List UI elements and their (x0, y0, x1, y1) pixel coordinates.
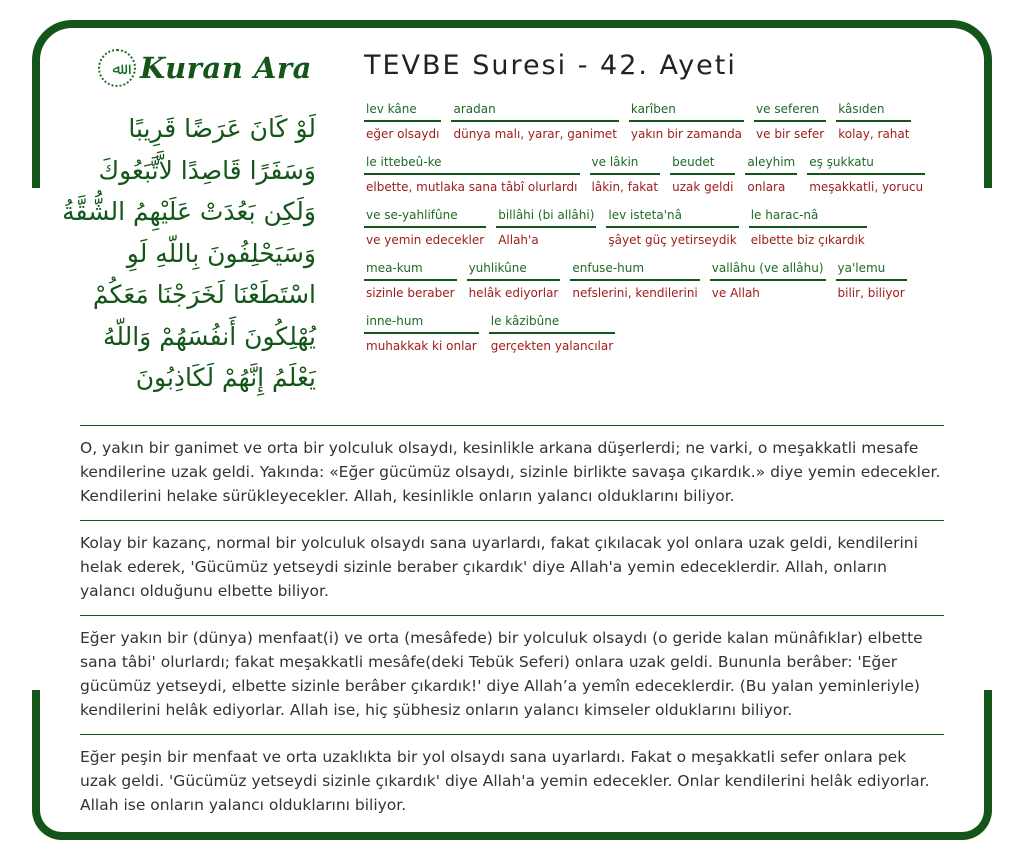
translation-paragraph: Eğer yakın bir (dünya) menfaat(i) ve orta (mesâfede) bir yolculuk olsaydı (o geride kalan münâfıklar) elbette sana tâbi' olurlardı; fakat meşakkatli mesâfe(deki Tebük Seferi) onlara uzak geldi. Bununla berâber: 'Eğer gücümüz yetseydi, elbette sizinle berâber çıkardık!' diye Allah’a yemîn edeceklerdir. (Bu yalan yeminleriyle) kendilerini helâk ediyorlar. Allah ise, hiç şübhesiz onların yalancı kimseler olduklarını biliyor. (80, 615, 944, 734)
word-transliteration: eş şukkatu (807, 155, 925, 175)
word-meaning: meşakkatli, yorucu (809, 180, 924, 194)
word-transliteration: karîben (629, 102, 744, 122)
translation-paragraph: Eğer peşin bir menfaat ve orta uzaklıkta bir yol olsaydı sana uyarlardı. Fakat o meşakkatli sefer onlara pek uzak geldi. 'Gücümüz yetseydi sizinle çıkardık' diye Allah'a yemin edecekler. Onlar kendilerini helâk ediyorlar. Allah ise onların yalancı olduklarını biliyor. (80, 734, 944, 829)
word-transliteration: lev kâne (364, 102, 441, 122)
arabic-line: يَعْلَمُ إِنَّهُمْ لَكَاذِبُونَ (135, 363, 316, 392)
word-transliteration: vallâhu (ve allâhu) (710, 261, 826, 281)
word-meaning: ve yemin edecekler (366, 233, 485, 247)
word-transliteration: kâsıden (836, 102, 911, 122)
word-item[interactable] (754, 102, 826, 143)
word-item[interactable] (489, 314, 615, 355)
word-meaning: gerçekten yalancılar (490, 339, 614, 353)
word-item[interactable] (629, 102, 744, 143)
arabic-line: اسْتَطَعْنَا لَخَرَجْنَا مَعَكُمْ (92, 280, 316, 309)
word-transliteration: beudet (670, 155, 735, 175)
word-meaning: sizinle beraber (366, 286, 455, 300)
word-transliteration: aradan (451, 102, 618, 122)
word-meaning: şâyet güç yetirseydik (608, 233, 737, 247)
word-transliteration: lev isteta'nâ (606, 208, 738, 228)
logo-text: Kuran Ara (140, 51, 312, 85)
word-meaning: ve bir sefer (756, 127, 825, 141)
translations-list (80, 425, 944, 829)
word-transliteration: le ittebeû-ke (364, 155, 580, 175)
word-item[interactable] (807, 155, 925, 196)
word-meaning: kolay, rahat (838, 127, 910, 141)
word-item[interactable] (364, 102, 441, 143)
word-item[interactable] (364, 261, 457, 302)
arabic-line: يُهْلِكُونَ أَنفُسَهُمْ وَاللّهُ (102, 321, 316, 351)
word-item[interactable] (570, 261, 699, 302)
quran-emblem-icon: ﷲ (98, 49, 136, 87)
arabic-line: وَسَيَحْلِفُونَ بِاللّهِ لَوِ (126, 238, 316, 268)
arabic-verse (26, 108, 316, 399)
word-item[interactable] (451, 102, 618, 143)
word-transliteration: yuhlikûne (467, 261, 561, 281)
word-meaning: dünya malı, yarar, ganimet (453, 127, 617, 141)
word-by-word-list (364, 102, 934, 355)
word-meaning: bilir, biliyor (837, 286, 905, 300)
word-item[interactable] (745, 155, 797, 196)
word-meaning: Allah'a (498, 233, 539, 247)
word-meaning: elbette biz çıkardık (750, 233, 865, 247)
word-transliteration: le kâzibûne (489, 314, 615, 334)
word-transliteration: mea-kum (364, 261, 457, 281)
word-transliteration: ve seferen (754, 102, 826, 122)
word-meaning: nefslerini, kendilerini (572, 286, 698, 300)
word-transliteration: ve lâkin (590, 155, 661, 175)
word-transliteration: billâhi (bi allâhi) (496, 208, 596, 228)
word-item[interactable] (364, 314, 479, 355)
word-meaning: eğer olsaydı (366, 127, 440, 141)
word-meaning: ve Allah (711, 286, 760, 300)
word-item[interactable] (364, 155, 580, 196)
word-transliteration: ve se-yahlifûne (364, 208, 486, 228)
word-item[interactable] (467, 261, 561, 302)
word-transliteration: le harac-nâ (749, 208, 867, 228)
arabic-line: وَلَكِن بَعُدَتْ عَلَيْهِمُ الشُّقَّةُ (62, 197, 316, 226)
word-meaning: uzak geldi (672, 180, 734, 194)
translation-paragraph: Kolay bir kazanç, normal bir yolculuk olsaydı sana uyarlardı, fakat çıkılacak yol onlara uzak geldi, kendilerini helak ederek, 'Gücümüz yetseydi sizinle beraber çıkardık' diye Allah'a yemin edeceklerdir. Allah, onların yalancı olduğunu elbette biliyor. (80, 520, 944, 615)
word-item[interactable] (670, 155, 735, 196)
word-meaning: onlara (747, 180, 786, 194)
word-item[interactable] (364, 208, 486, 249)
translation-paragraph: O, yakın bir ganimet ve orta bir yolculuk olsaydı, kesinlikle arkana düşerlerdi; ne varki, o meşakkatli mesafe kendilerine uzak geldi. Yakında: «Eğer gücümüz olsaydı, sizinle birlikte savaşa çıkardık.» diye yemin edecekler. Kendilerini helake sürükleyecekler. Allah, kesinlikle onların yalancı olduklarını biliyor. (80, 425, 944, 520)
word-transliteration: aleyhim (745, 155, 797, 175)
word-transliteration: ya'lemu (836, 261, 907, 281)
word-meaning: lâkin, fakat (591, 180, 659, 194)
word-item[interactable] (710, 261, 826, 302)
arabic-line: لَوْ كَانَ عَرَضًا قَرِيبًا (128, 114, 316, 143)
word-transliteration: enfuse-hum (570, 261, 699, 281)
word-item[interactable] (749, 208, 867, 249)
site-logo[interactable] (98, 46, 312, 90)
word-item[interactable] (836, 102, 911, 143)
word-transliteration: inne-hum (364, 314, 479, 334)
word-meaning: muhakkak ki onlar (366, 339, 477, 353)
word-item[interactable] (606, 208, 738, 249)
word-meaning: helâk ediyorlar (468, 286, 559, 300)
word-item[interactable] (590, 155, 661, 196)
page-title: TEVBE Suresi - 42. Ayeti (364, 50, 737, 81)
word-meaning: elbette, mutlaka sana tâbî olurlardı (366, 180, 578, 194)
word-meaning: yakın bir zamanda (630, 127, 743, 141)
word-item[interactable] (496, 208, 596, 249)
word-item[interactable] (836, 261, 907, 302)
arabic-line: وَسَفَرًا قَاصِدًا لاَّتَّبَعُوكَ (98, 155, 316, 185)
